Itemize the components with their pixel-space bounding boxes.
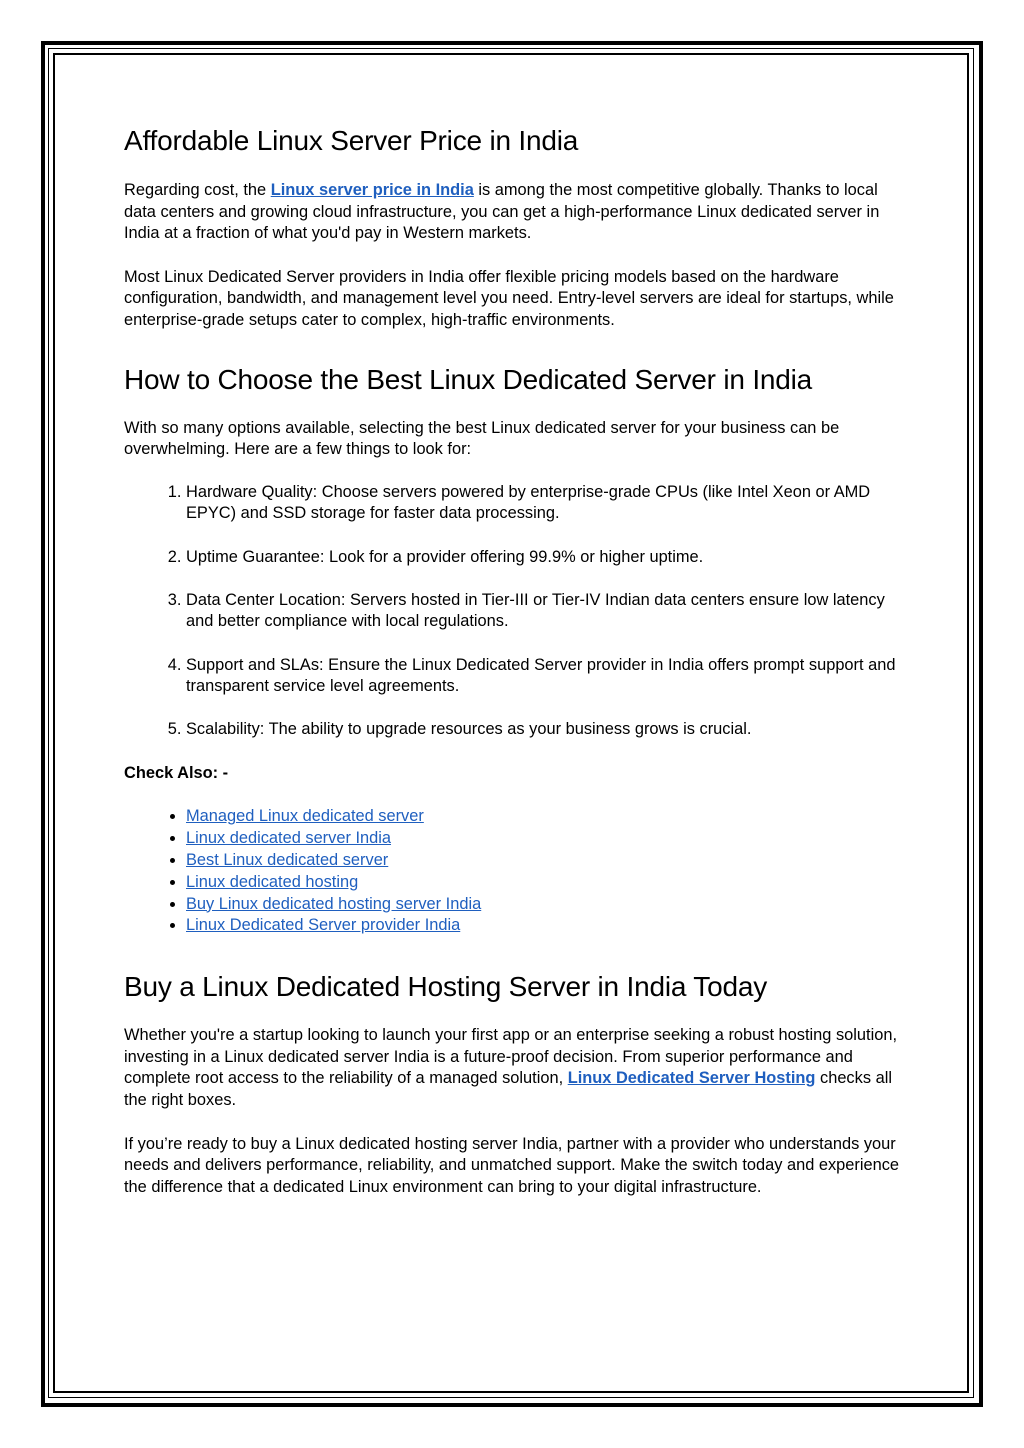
paragraph-cost-end: is among the most competitive globally. Thanks to local data centers and growing cloud infrastructure, you can get a high-performance Linux dedicated server in India at a fraction of what you'd pay in Western markets. [124, 181, 880, 243]
list-item: 3. Data Center Location: Servers hosted in Tier-III or Tier-IV Indian data centers ensure low latency and better compliance with local regulations. [186, 590, 914, 633]
list-item: 5. Scalability: The ability to upgrade resources as your business grows is crucial. [186, 719, 914, 741]
list-item [186, 872, 914, 894]
heading-affordable-price: Affordable Linux Server Price in India [124, 125, 579, 156]
paragraph-choose-intro: With so many options available, selecting the best Linux dedicated server for your business can be overwhelming. Here are a few things to look for: [124, 418, 840, 459]
check-also-links [124, 806, 914, 937]
link-linux-dedicated-server-hosting[interactable]: Linux Dedicated Server Hosting [567, 1069, 816, 1088]
criteria-list [124, 482, 914, 741]
paragraph-cost-start: Regarding cost, the [124, 181, 271, 199]
link-linux-server-price-india[interactable]: Linux server price in India [270, 181, 474, 199]
list-item: 4. Support and SLAs: Ensure the Linux Dedicated Server provider in India offers prompt support and transparent service level agreements. [186, 655, 914, 698]
list-item [186, 806, 914, 828]
link-linux-dedicated-hosting[interactable]: Linux dedicated hosting [186, 872, 359, 891]
paragraph-investing-start: Whether you're a startup looking to launch your first app or an enterprise seeking a robust hosting solution, investing in a Linux dedicated server India is a future-proof decision. From superior performance and complete root access to the reliability of a managed solution, [124, 1026, 898, 1088]
list-item: 2. Uptime Guarantee: Look for a provider offering 99.9% or higher uptime. [186, 547, 914, 569]
paragraph-pricing-models: Most Linux Dedicated Server providers in India offer flexible pricing models based on the hardware configuration, bandwidth, and management level you need. Entry-level servers are ideal for startups, while enterprise-grade setups cater to complex, high-traffic environments. [124, 267, 894, 329]
list-item [186, 850, 914, 872]
link-linux-dedicated-server-provider-india[interactable]: Linux Dedicated Server provider India [186, 916, 461, 935]
link-linux-dedicated-server-india[interactable]: Linux dedicated server India [186, 829, 392, 848]
heading-how-to-choose: How to Choose the Best Linux Dedicated Server in India [124, 363, 813, 395]
paragraph-ready-to-buy: If you’re ready to buy a Linux dedicated hosting server India, partner with a provider who understands your needs and delivers performance, reliability, and unmatched support. Make the switch today and experience the difference that a dedicated Linux environment can bring to your digital infrastructure. [124, 1134, 900, 1196]
paragraph-investing [124, 1025, 914, 1111]
list-item [186, 894, 914, 916]
link-best-linux-dedicated-server[interactable]: Best Linux dedicated server [186, 851, 389, 870]
link-managed-linux-dedicated-server[interactable]: Managed Linux dedicated server [186, 807, 424, 826]
heading-buy-today: Buy a Linux Dedicated Hosting Server in India Today [124, 971, 768, 1003]
list-item: 1. Hardware Quality: Choose servers powered by enterprise-grade CPUs (like Intel Xeon or AMD EPYC) and SSD storage for faster data processing. [186, 482, 914, 525]
link-buy-linux-dedicated-hosting-server-india[interactable]: Buy Linux dedicated hosting server India [186, 894, 482, 913]
list-item [186, 828, 914, 850]
document-body [124, 118, 914, 1198]
paragraph-cost [124, 180, 914, 245]
paragraph-investing-end: checks all the right boxes. [124, 1069, 892, 1110]
check-also-label: Check Also: - [124, 763, 229, 782]
list-item [186, 915, 914, 937]
